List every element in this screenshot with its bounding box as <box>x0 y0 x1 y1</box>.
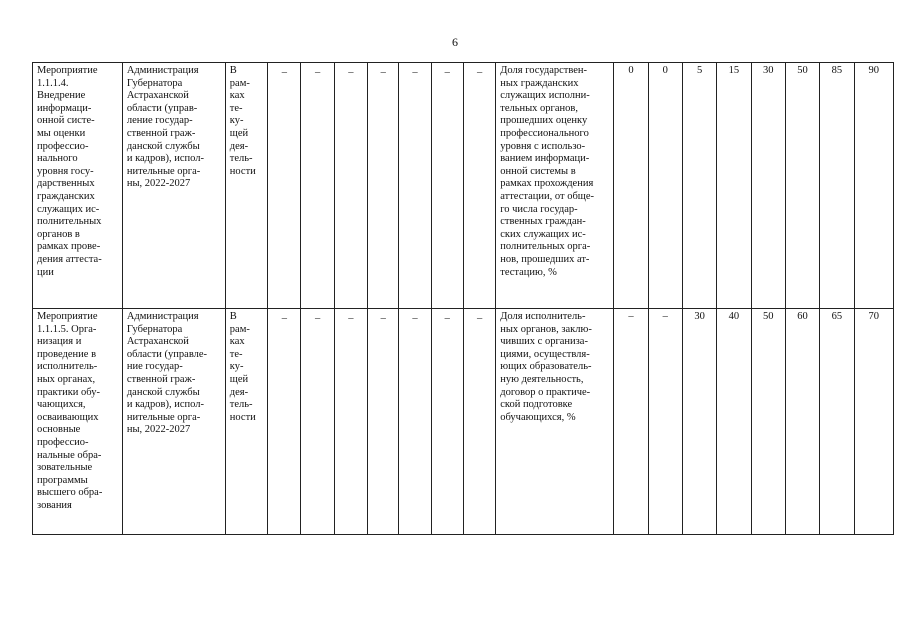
activity-cell-line: служащих ис- <box>37 203 100 215</box>
financing-value-cell: – <box>368 309 399 535</box>
indicator-cell-line: прошедших оценку <box>500 115 588 127</box>
executor-cell-line: нительные орга- <box>126 411 201 423</box>
indicator-value-cell: 90 <box>854 63 893 309</box>
executor-cell-line: ны, 2022-2027 <box>126 178 191 190</box>
financing-value-cell: – <box>268 63 301 309</box>
executor-cell-line: и кадров), испол- <box>126 399 204 411</box>
funding-source-cell-line: тель- <box>229 399 253 411</box>
activity-cell-line: чающихся, <box>37 399 86 411</box>
activity-cell-line: 1.1.1.4. <box>37 77 69 89</box>
indicator-cell <box>496 309 614 535</box>
indicator-cell-line: чивших с организа- <box>500 336 588 348</box>
funding-source-cell-line: ках <box>229 336 245 348</box>
indicator-cell-line: ную деятельность, <box>500 373 584 385</box>
indicator-cell <box>496 63 614 309</box>
executor-cell-line: области (управ- <box>126 102 198 114</box>
financing-value-cell: – <box>463 309 495 535</box>
activity-cell-line: программы <box>37 474 88 486</box>
indicator-cell-line: го числа государ- <box>500 203 578 215</box>
indicator-value-cell: – <box>648 309 682 535</box>
funding-source-cell-line: те- <box>229 348 243 360</box>
indicator-cell-line: ванием информаци- <box>500 153 590 165</box>
financing-value-cell: – <box>399 309 431 535</box>
program-activities-table <box>32 62 894 535</box>
indicator-cell-line: циями, осуществля- <box>500 348 590 360</box>
indicator-cell-line: ственных граждан- <box>500 216 586 228</box>
indicator-value-cell: 40 <box>717 309 751 535</box>
executor-cell-line: Губернатора <box>126 77 183 89</box>
activity-cell-line: гражданских <box>37 190 95 202</box>
indicator-cell-line: ской подготовке <box>500 399 573 411</box>
executor-cell-line: Администрация <box>126 311 199 322</box>
financing-value-cell: – <box>368 63 399 309</box>
executor-cell-line: данской службы <box>126 386 200 398</box>
executor-cell-line: данской службы <box>126 140 200 152</box>
activity-cell-line: информаци- <box>37 102 92 114</box>
financing-value-cell: – <box>268 309 301 535</box>
indicator-cell-line: Доля государствен- <box>500 65 588 76</box>
financing-value-cell: – <box>334 63 367 309</box>
executor-cell-line: ление государ- <box>126 115 193 127</box>
executor-cell-line: ние государ- <box>126 361 183 373</box>
financing-value-cell: – <box>431 63 463 309</box>
funding-source-cell-line: щей <box>229 373 249 385</box>
indicator-cell-line: ских служащих ис- <box>500 228 586 240</box>
executor-cell-line: ны, 2022-2027 <box>126 424 191 436</box>
executor-cell <box>122 309 225 535</box>
executor-cell <box>122 63 225 309</box>
indicator-cell-line: договор о практиче- <box>500 386 591 398</box>
indicator-cell-line: онной системы в <box>500 165 576 177</box>
funding-source-cell-line: рам- <box>229 77 250 89</box>
indicator-value-cell: 50 <box>751 309 785 535</box>
indicator-value-cell: 5 <box>682 63 716 309</box>
activity-cell <box>33 309 123 535</box>
activity-cell-line: органов в <box>37 228 80 240</box>
executor-cell-line: области (управле- <box>126 348 208 360</box>
activity-cell-line: Мероприятие <box>37 311 98 322</box>
indicator-value-cell: 0 <box>614 63 648 309</box>
indicator-cell-line: рамках прохождения <box>500 178 594 190</box>
indicator-value-cell: 15 <box>717 63 751 309</box>
indicator-cell-line: обучающихся, % <box>500 411 576 423</box>
activity-cell-line: дения аттеста- <box>37 253 102 265</box>
indicator-cell-line: ных гражданских <box>500 77 579 89</box>
activity-cell-line: Мероприятие <box>37 65 98 76</box>
indicator-value-cell: 50 <box>785 63 819 309</box>
funding-source-cell-line: дея- <box>229 386 249 398</box>
funding-source-cell-line: ности <box>229 411 256 423</box>
activity-cell-line: высшего обра- <box>37 487 103 499</box>
executor-cell-line: ственной граж- <box>126 373 196 385</box>
executor-cell-line: Астраханской <box>126 90 189 102</box>
table-row <box>33 309 894 535</box>
funding-source-cell-line: ности <box>229 165 256 177</box>
indicator-cell-line: аттестации, от обще- <box>500 190 595 202</box>
funding-source-cell-line: ку- <box>229 361 244 373</box>
indicator-cell-line: нов, прошедших ат- <box>500 253 590 265</box>
activity-cell-line: низация и <box>37 336 82 348</box>
indicator-cell-line: ных органов, заклю- <box>500 323 592 335</box>
executor-cell-line: ственной граж- <box>126 127 196 139</box>
funding-source-cell-line: дея- <box>229 140 249 152</box>
activity-cell-line: нальные обра- <box>37 449 102 461</box>
indicator-cell-line: уровня с использо- <box>500 140 586 152</box>
funding-source-cell-line: В <box>229 311 237 322</box>
activity-cell-line: зования <box>37 499 72 511</box>
executor-cell-line: Администрация <box>126 65 199 76</box>
financing-value-cell: – <box>301 309 334 535</box>
page-number: 6 <box>452 35 458 49</box>
funding-source-cell-line: щей <box>229 127 249 139</box>
activity-cell-line: мы оценки <box>37 127 86 139</box>
activity-cell-line: практики обу- <box>37 386 100 398</box>
activity-cell-line: Внедрение <box>37 90 86 102</box>
indicator-cell-line: профессионального <box>500 127 589 139</box>
indicator-value-cell: 70 <box>854 309 893 535</box>
funding-source-cell-line: ках <box>229 90 245 102</box>
activity-cell-line: ных органах, <box>37 373 96 385</box>
executor-cell-line: Астраханской <box>126 336 189 348</box>
activity-cell-line: уровня госу- <box>37 165 94 177</box>
indicator-cell-line: тестацию, % <box>500 266 557 278</box>
indicator-value-cell: 65 <box>820 309 854 535</box>
activity-cell-line: рамках прове- <box>37 241 101 253</box>
indicator-cell-line: служащих исполни- <box>500 90 590 102</box>
activity-cell-line: профессио- <box>37 140 89 152</box>
indicator-value-cell: 30 <box>751 63 785 309</box>
funding-source-cell-line: тель- <box>229 153 253 165</box>
indicator-value-cell: 30 <box>682 309 716 535</box>
activity-cell-line: онной систе- <box>37 115 95 127</box>
indicator-value-cell: 0 <box>648 63 682 309</box>
indicator-cell-line: ющих образователь- <box>500 361 592 373</box>
activity-cell-line: полнительных <box>37 216 102 228</box>
activity-cell-line: 1.1.1.5. Орга- <box>37 323 97 335</box>
indicator-value-cell: 60 <box>785 309 819 535</box>
financing-value-cell: – <box>431 309 463 535</box>
executor-cell-line: и кадров), испол- <box>126 153 204 165</box>
activity-cell-line: ции <box>37 266 54 278</box>
activity-cell-line: исполнитель- <box>37 361 98 373</box>
financing-value-cell: – <box>301 63 334 309</box>
activity-cell-line: зовательные <box>37 462 93 474</box>
indicator-cell-line: тельных органов, <box>500 102 578 114</box>
funding-source-cell-line: ку- <box>229 115 244 127</box>
indicator-cell-line: полнительных орга- <box>500 241 591 253</box>
activity-cell-line: профессио- <box>37 436 89 448</box>
activity-cell-line: дарственных <box>37 178 95 190</box>
executor-cell-line: Губернатора <box>126 323 183 335</box>
activity-cell-line: проведение в <box>37 348 97 360</box>
funding-source-cell <box>225 309 267 535</box>
activity-cell-line: нального <box>37 153 78 165</box>
financing-value-cell: – <box>399 63 431 309</box>
funding-source-cell <box>225 63 267 309</box>
indicator-value-cell: 85 <box>820 63 854 309</box>
indicator-cell-line: Доля исполнитель- <box>500 311 586 322</box>
financing-value-cell: – <box>334 309 367 535</box>
activity-cell <box>33 63 123 309</box>
activity-cell-line: осваивающих <box>37 411 99 423</box>
indicator-value-cell: – <box>614 309 648 535</box>
funding-source-cell-line: рам- <box>229 323 250 335</box>
activity-cell-line: основные <box>37 424 81 436</box>
funding-source-cell-line: В <box>229 65 237 76</box>
table-row <box>33 63 894 309</box>
executor-cell-line: нительные орга- <box>126 165 201 177</box>
funding-source-cell-line: те- <box>229 102 243 114</box>
financing-value-cell: – <box>463 63 495 309</box>
